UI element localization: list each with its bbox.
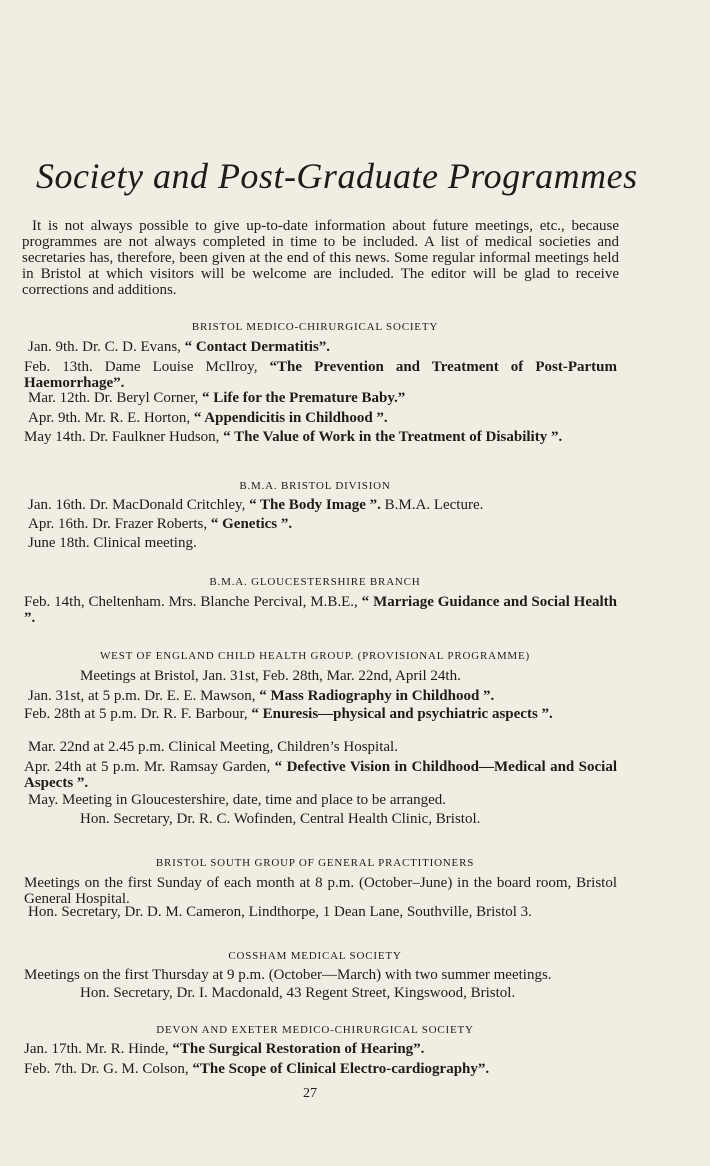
entry-bma-bristol-3: June 18th. Clinical meeting. <box>28 535 197 551</box>
cossham-text: Meetings on the first Thursday at 9 p.m. (October—March) with two summer meetings. <box>24 967 552 983</box>
section-heading-bma-bristol: B.M.A. BRISTOL DIVISION <box>239 480 391 492</box>
entry-devon-2: Feb. 7th. Dr. G. M. Colson, “The Scope of Clinical Electro-cardiography”. <box>24 1061 490 1077</box>
entry-west-england-5: May. Meeting in Gloucestershire, date, time and place to be arranged. <box>28 792 447 808</box>
page-number: 27 <box>303 1086 317 1101</box>
west-england-secretary: Hon. Secretary, Dr. R. C. Wofinden, Central Health Clinic, Bristol. <box>80 811 481 827</box>
entry-west-england-3: Mar. 22nd at 2.45 p.m. Clinical Meeting, Children’s Hospital. <box>28 739 398 755</box>
entry-bristol-medico-3: Mar. 12th. Dr. Beryl Corner, “ Life for the Premature Baby.” <box>28 390 406 406</box>
section-heading-bristol-south: BRISTOL SOUTH GROUP OF GENERAL PRACTITIONERS <box>155 857 475 869</box>
west-england-meetings: Meetings at Bristol, Jan. 31st, Feb. 28th, Mar. 22nd, April 24th. <box>80 668 461 684</box>
section-heading-devon: DEVON AND EXETER MEDICO-CHIRURGICAL SOCIETY <box>156 1024 474 1036</box>
entry-bristol-medico-2: Feb. 13th. Dame Louise McIlroy, “The Prevention and Treatment of Post-Partum Haemorrhage”. <box>24 359 617 391</box>
entry-bma-bristol-1: Jan. 16th. Dr. MacDonald Critchley, “ The Body Image ”. B.M.A. Lecture. <box>28 497 484 513</box>
entry-devon-1: Jan. 17th. Mr. R. Hinde, “The Surgical Restoration of Hearing”. <box>24 1041 425 1057</box>
section-heading-bristol-medico: BRISTOL MEDICO-CHIRURGICAL SOCIETY <box>191 321 439 333</box>
section-heading-west-england: WEST OF ENGLAND CHILD HEALTH GROUP. (PROVISIONAL PROGRAMME) <box>100 650 530 662</box>
entry-bristol-medico-1: Jan. 9th. Dr. C. D. Evans, “ Contact Dermatitis”. <box>28 339 331 355</box>
entry-west-england-4: Apr. 24th at 5 p.m. Mr. Ramsay Garden, “ Defective Vision in Childhood—Medical and Social Aspects ”. <box>24 759 617 791</box>
entry-west-england-2: Feb. 28th at 5 p.m. Dr. R. F. Barbour, “ Enuresis—physical and psychiatric aspects ”. <box>24 706 553 722</box>
entry-bma-bristol-2: Apr. 16th. Dr. Frazer Roberts, “ Genetics ”. <box>28 516 293 532</box>
intro-paragraph: It is not always possible to give up-to-date information about future meetings, etc., because programmes are not always completed in time to be included. A list of medical societies and secretaries has, therefore, been given at the end of this news. Some regular informal meetings held in Bristol at which visitors will be welcome are included. The editor will be glad to receive corrections and additions. <box>22 218 619 298</box>
entry-bristol-medico-4: Apr. 9th. Mr. R. E. Horton, “ Appendicitis in Childhood ”. <box>28 410 388 426</box>
cossham-secretary: Hon. Secretary, Dr. I. Macdonald, 43 Regent Street, Kingswood, Bristol. <box>80 985 516 1001</box>
entry-bma-glos-1: Feb. 14th, Cheltenham. Mrs. Blanche Percival, M.B.E., “ Marriage Guidance and Social Health ”. <box>24 594 617 626</box>
bristol-south-secretary: Hon. Secretary, Dr. D. M. Cameron, Lindthorpe, 1 Dean Lane, Southville, Bristol 3. <box>28 904 532 920</box>
bristol-south-text: Meetings on the first Sunday of each month at 8 p.m. (October–June) in the board room, Bristol General Hospital. <box>24 875 617 907</box>
entry-west-england-1: Jan. 31st, at 5 p.m. Dr. E. E. Mawson, “ Mass Radiography in Childhood ”. <box>28 688 495 704</box>
page-title: Society and Post-Graduate Programmes <box>36 156 638 196</box>
section-heading-bma-glos: B.M.A. GLOUCESTERSHIRE BRANCH <box>209 576 421 588</box>
section-heading-cossham: COSSHAM MEDICAL SOCIETY <box>228 950 402 962</box>
entry-bristol-medico-5: May 14th. Dr. Faulkner Hudson, “ The Value of Work in the Treatment of Disability ”. <box>24 429 563 445</box>
